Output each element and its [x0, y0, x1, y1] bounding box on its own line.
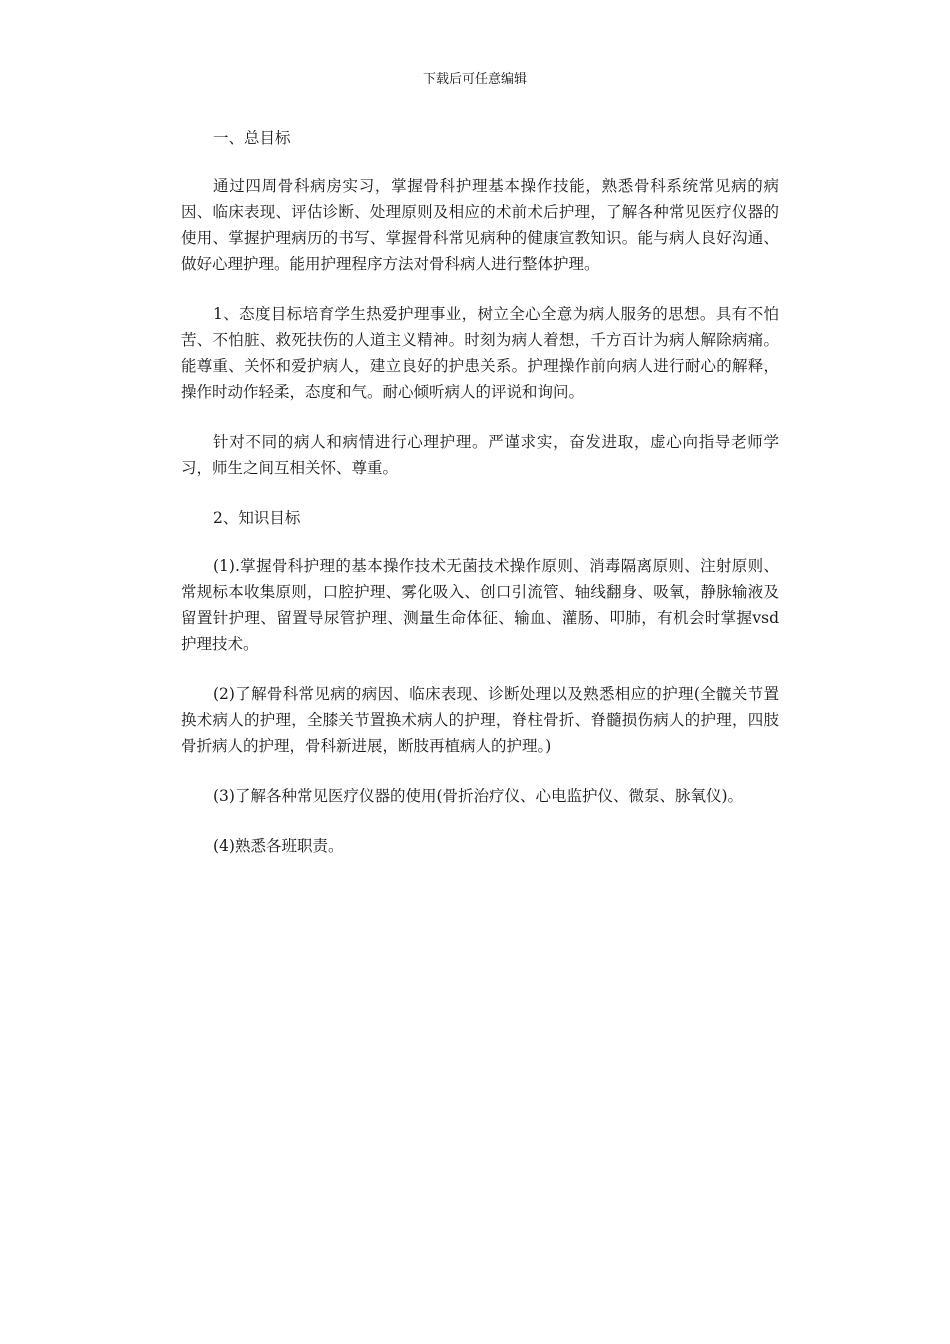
paragraph-psych-care: 针对不同的病人和病情进行心理护理。严谨求实，奋发进取，虚心向指导老师学习，师生之间互相关怀、尊重。	[181, 433, 779, 477]
list-item-knowledge-3: (3)了解各种常见医疗仪器的使用(骨折治疗仪、心电监护仪、微泵、脉氧仪)。	[213, 787, 744, 805]
section-heading-knowledge-goal: 2、知识目标	[213, 509, 301, 527]
section-heading-overall-goal: 一、总目标	[213, 129, 291, 147]
document-body	[181, 125, 779, 883]
list-item-knowledge-4: (4)熟悉各班职责。	[213, 837, 344, 855]
list-item-knowledge-2: (2)了解骨科常见病的病因、临床表现、诊断处理以及熟悉相应的护理(全髋关节置换术病人的护理，全膝关节置换术病人的护理，脊柱骨折、脊髓损伤病人的护理，四肢骨折病人的护理，骨科新进展，断肢再植病人的护理。)	[181, 685, 779, 755]
paragraph-overall-goal: 通过四周骨科病房实习，掌握骨科护理基本操作技能，熟悉骨科系统常见病的病因、临床表现、评估诊断、处理原则及相应的术前术后护理，了解各种常见医疗仪器的使用、掌握护理病历的书写、掌握骨科常见病种的健康宣教知识。能与病人良好沟通、做好心理护理。能用护理程序方法对骨科病人进行整体护理。	[181, 177, 779, 273]
list-item-knowledge-1: (1).掌握骨科护理的基本操作技术无菌技术操作原则、消毒隔离原则、注射原则、常规标本收集原则，口腔护理、雾化吸入、创口引流管、轴线翻身、吸氧，静脉输液及留置针护理、留置导尿管护理、测量生命体征、输血、灌肠、叩肺，有机会时掌握vsd护理技术。	[181, 557, 779, 653]
paragraph-attitude-goal: 1、态度目标培育学生热爱护理事业，树立全心全意为病人服务的思想。具有不怕苦、不怕脏、救死扶伤的人道主义精神。时刻为病人着想，千方百计为病人解除病痛。能尊重、关怀和爱护病人，建立良好的护患关系。护理操作前向病人进行耐心的解释，操作时动作轻柔，态度和气。耐心倾听病人的评说和询问。	[181, 305, 779, 401]
header-note: 下载后可任意编辑	[422, 72, 527, 87]
